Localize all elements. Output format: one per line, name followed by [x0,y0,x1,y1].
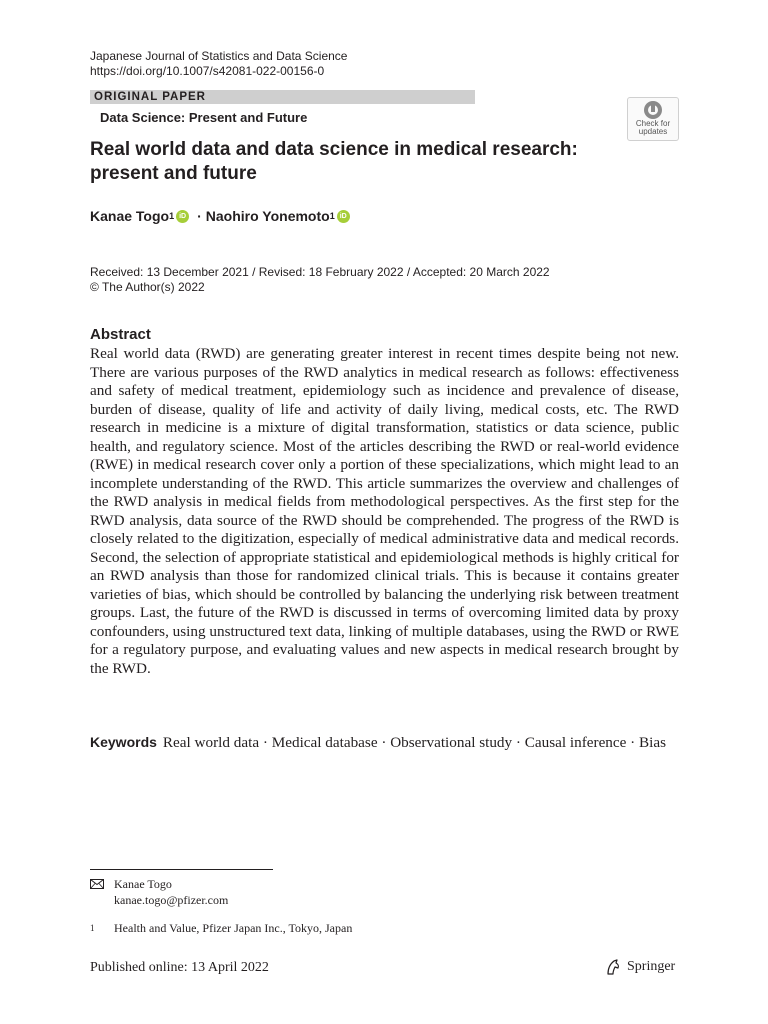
affiliation-text: Health and Value, Pfizer Japan Inc., Tokyo, Japan [114,921,353,935]
copyright: © The Author(s) 2022 [90,280,205,294]
author-name[interactable]: Kanae Togo [90,208,170,224]
article-title [90,138,610,186]
corresponding-author [90,876,228,908]
keywords [90,733,679,753]
check-for-updates-badge[interactable] [627,97,679,141]
publisher-logo [604,958,675,976]
envelope-icon [90,879,104,889]
journal-name: Japanese Journal of Statistics and Data Science [90,49,348,63]
author-separator: · [197,208,202,224]
author-name[interactable]: Naohiro Yonemoto [205,208,330,224]
updates-label: updates [638,127,668,136]
published-online: Published online: 13 April 2022 [90,960,269,975]
article-type-banner: ORIGINAL PAPER [90,90,475,104]
doi-link[interactable]: https://doi.org/10.1007/s42081-022-00156-0 [90,64,325,78]
abstract-heading: Abstract [90,326,151,343]
title-line-2: present and future [90,163,257,184]
corresponding-email[interactable]: kanae.togo@pfizer.com [114,893,229,907]
affiliation-footnote [90,920,352,936]
check-for-label: Check for [635,119,671,128]
orcid-icon[interactable]: iD [337,210,350,223]
orcid-icon[interactable]: iD [176,210,189,223]
section-name: Data Science: Present and Future [100,110,308,125]
author-list: Kanae Togo 1 iD · Naohiro Yonemoto 1 iD [90,208,354,224]
abstract-body: Real world data (RWD) are generating greater interest in recent times despite being not new. There are various purposes of the RWD analytics in medical research as follows: effectiveness and safety of medical treatment, epidemiology such as incidence and prevalence of disease, burden of disease, quality of life and activity of daily living, medical costs, etc. The RWD research in medicine is a mixture of digital transformation, statistics or data science, public health, and regulatory science. Most of the articles describing the RWD or real-world evidence (RWE) in medical research cover only a portion of these specializations, which might lead to an incomplete understanding of the RWD. This article summarizes the overview and challenges of the RWD analysis in medical fields from methodological perspectives. As the first step for the RWD analysis, data source of the RWD should be comprehended. The progress of the RWD is closely related to the digitization, especially of medical administrative data and medical records. Second, the selection of appropriate statistical and epidemiological methods is highly critical for an RWD analysis than those for randomized clinical trials. This is because it contains greater varieties of bias, which should be controlled by balancing the underlying risk between treatment groups. Last, the future of the RWD is discussed in terms of overcoming limited data by proxy confounders, using unstructured text data, linking of multiple databases, using the RWD or RWE for a regulatory purpose, and evaluating values and new aspects in medical research brought by the RWD. [90,345,679,677]
journal-header [90,49,347,79]
publisher-name: Springer [627,959,676,974]
crossmark-icon [643,100,663,120]
keywords-label: Keywords [90,734,157,750]
springer-horse-icon [604,958,622,976]
corresponding-name: Kanae Togo [114,877,172,891]
article-history [90,265,550,295]
keywords-list: Real world data · Medical database · Observational study · Causal inference · Bias [162,734,667,751]
footnote-divider [90,869,273,870]
affiliation-number: 1 [90,923,95,933]
received-revised-accepted: Received: 13 December 2021 / Revised: 18 February 2022 / Accepted: 20 March 2022 [90,265,550,279]
title-line-1: Real world data and data science in medical research: [90,139,578,160]
